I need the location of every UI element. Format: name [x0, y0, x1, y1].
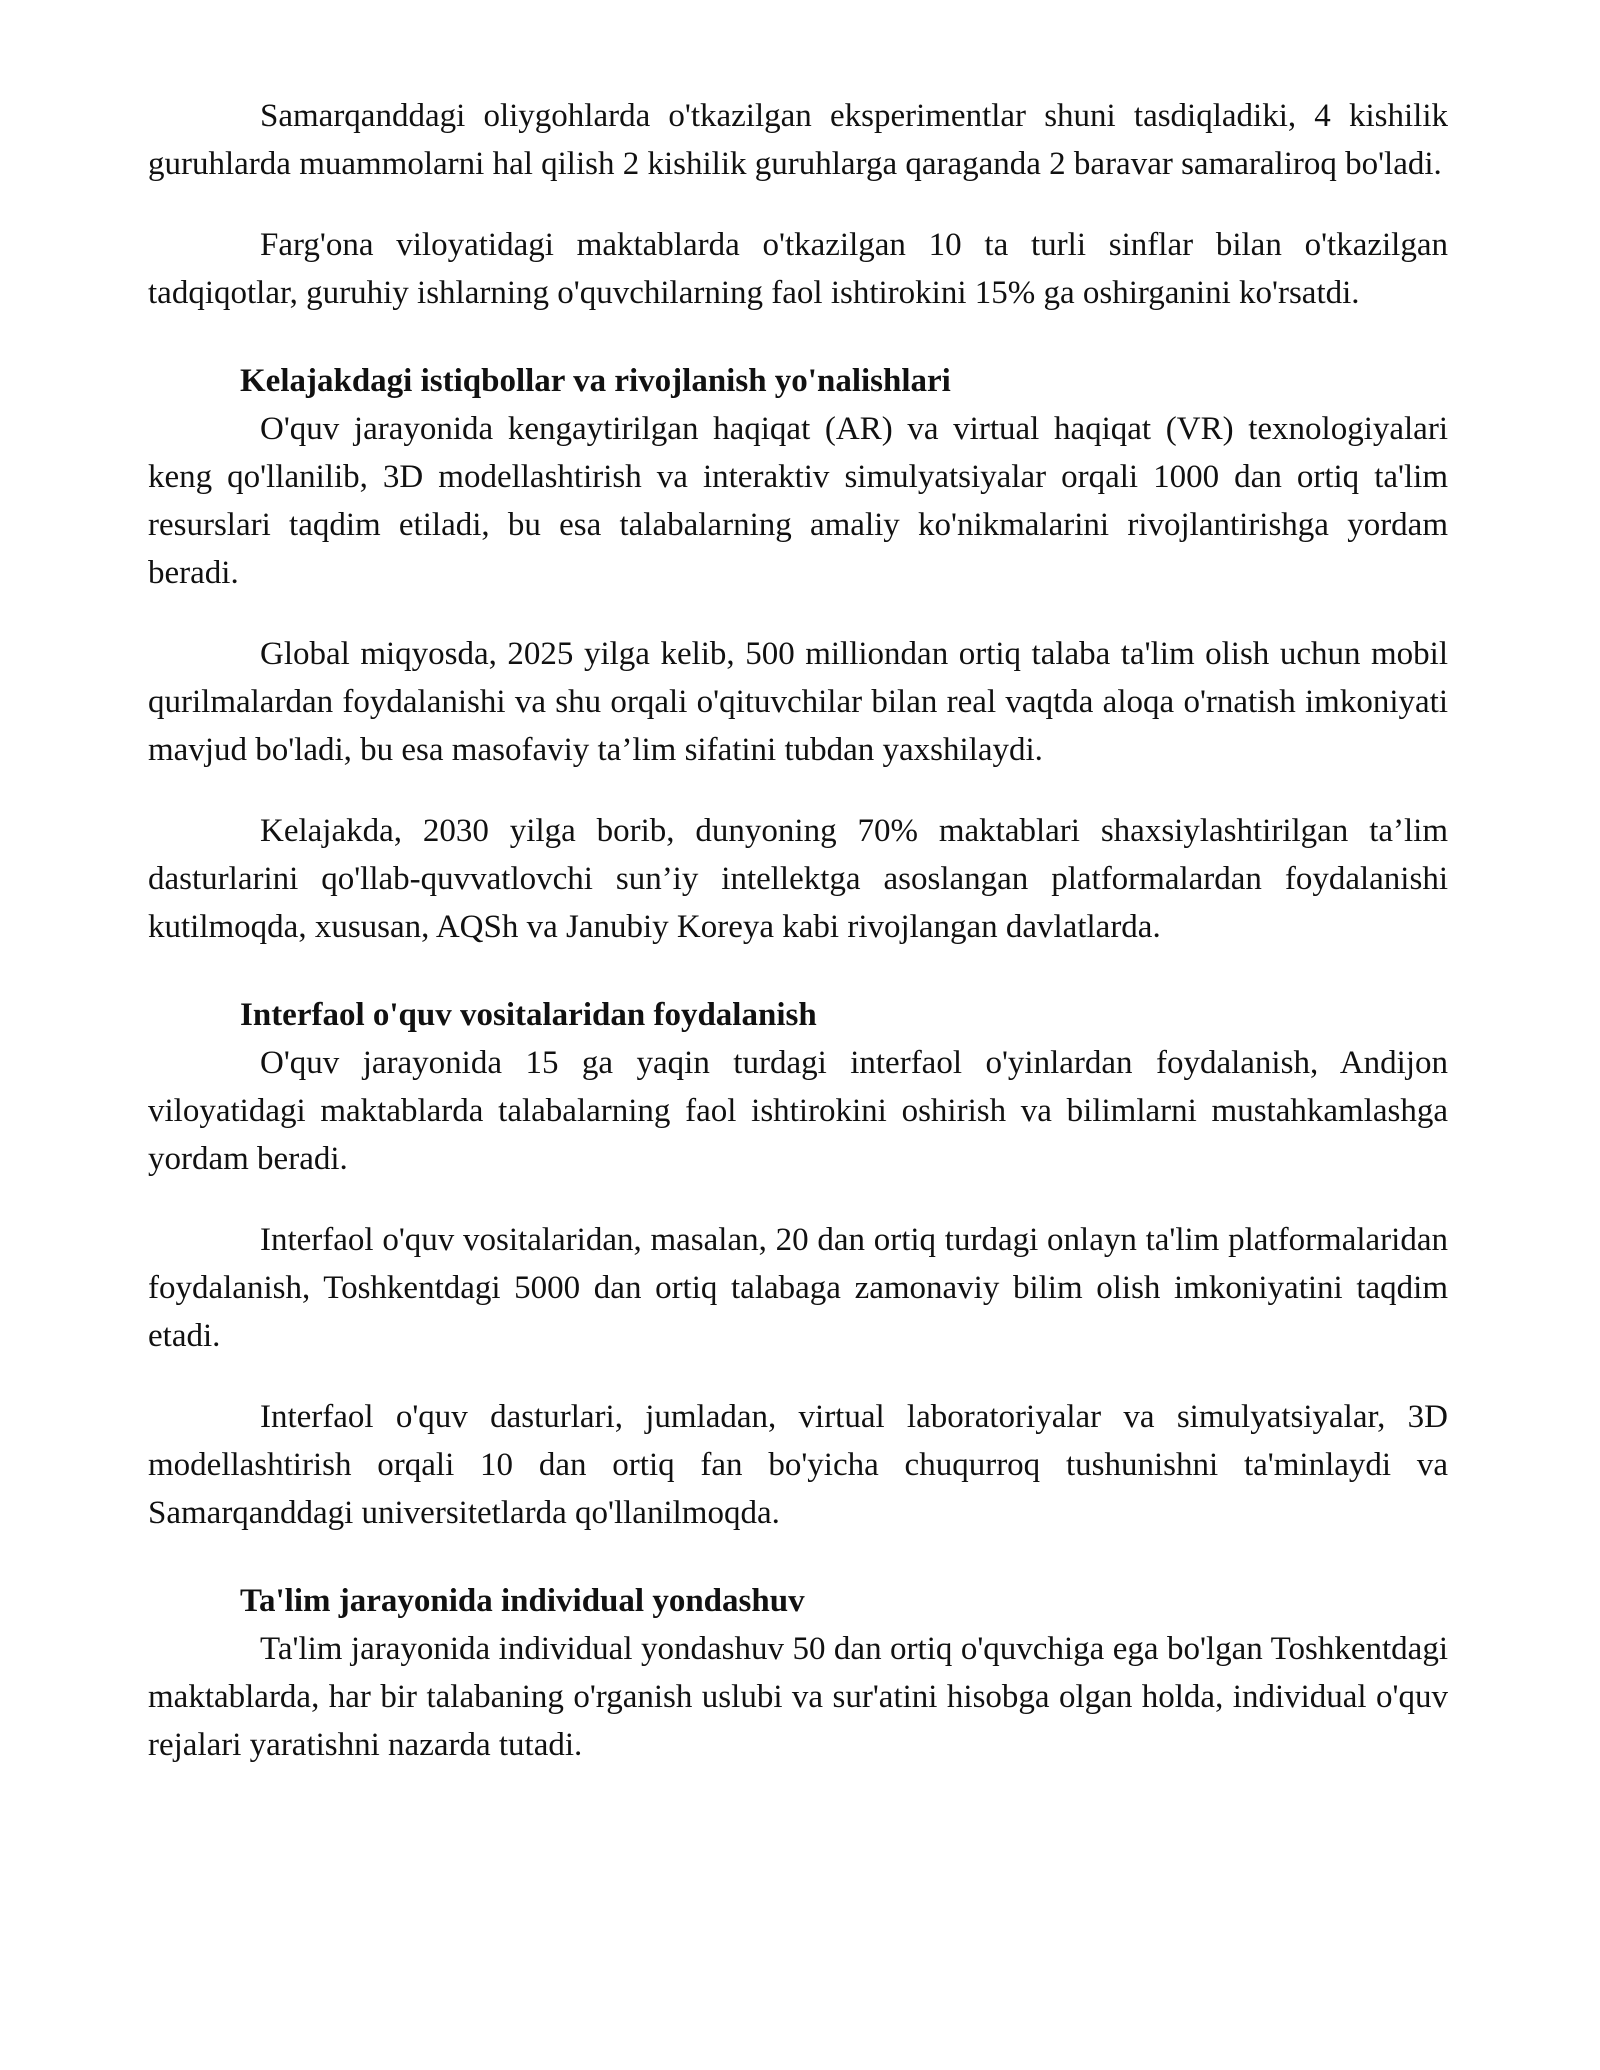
- section-heading: Ta'lim jarayonida individual yondashuv: [240, 1583, 805, 1619]
- section-heading: Interfaol o'quv vositalaridan foydalanish: [240, 997, 817, 1033]
- paragraph: Interfaol o'quv vositalaridan, masalan, 20 dan ortiq turdagi onlayn ta'lim platformalaridan foydalanish, Toshkentdagi 5000 dan ortiq talabaga zamonaviy bilim olish imkoniyatini taqdim etadi.: [148, 1222, 1448, 1354]
- paragraph: Interfaol o'quv dasturlari, jumladan, virtual laboratoriyalar va simulyatsiyalar, 3D modellashtirish orqali 10 dan ortiq fan bo'yicha chuqurroq tushunishni ta'minlaydi va Samarqanddagi universitetlarda qo'llanilmoqda.: [148, 1399, 1448, 1531]
- paragraph: Kelajakda, 2030 yilga borib, dunyoning 70% maktablari shaxsiylashtirilgan ta’lim dasturlarini qo'llab-quvvatlovchi sun’iy intellektga asoslangan platformalardan foydalanishi kutilmoqda, xususan, AQSh va Janubiy Koreya kabi rivojlangan davlatlarda.: [148, 813, 1448, 945]
- paragraph: Global miqyosda, 2025 yilga kelib, 500 milliondan ortiq talaba ta'lim olish uchun mobil qurilmalardan foydalanishi va shu orqali o'qituvchilar bilan real vaqtda aloqa o'rnatish imkoniyati mavjud bo'ladi, bu esa masofaviy ta’lim sifatini tubdan yaxshilaydi.: [148, 636, 1448, 768]
- section-heading: Kelajakdagi istiqbollar va rivojlanish yo'nalishlari: [240, 363, 951, 399]
- paragraph: Farg'ona viloyatidagi maktablarda o'tkazilgan 10 ta turli sinflar bilan o'tkazilgan tadqiqotlar, guruhiy ishlarning o'quvchilarning faol ishtirokini 15% ga oshirganini ko'rsatdi.: [148, 227, 1448, 311]
- paragraph: Ta'lim jarayonida individual yondashuv 50 dan ortiq o'quvchiga ega bo'lgan Toshkentdagi maktablarda, har bir talabaning o'rganish uslubi va sur'atini hisobga olgan holda, individual o'quv rejalari yaratishni nazarda tutadi.: [148, 1631, 1448, 1763]
- paragraph: O'quv jarayonida 15 ga yaqin turdagi interfaol o'yinlardan foydalanish, Andijon viloyatidagi maktablarda talabalarning faol ishtirokini oshirish va bilimlarni mustahkamlashga yordam beradi.: [148, 1045, 1448, 1177]
- paragraph: O'quv jarayonida kengaytirilgan haqiqat (AR) va virtual haqiqat (VR) texnologiyalari keng qo'llanilib, 3D modellashtirish va interaktiv simulyatsiyalar orqali 1000 dan ortiq ta'lim resurslari taqdim etiladi, bu esa talabalarning amaliy ko'nikmalarini rivojlantirishga yordam beradi.: [148, 411, 1448, 591]
- paragraph: Samarqanddagi oliygohlarda o'tkazilgan eksperimentlar shuni tasdiqladiki, 4 kishilik guruhlarda muammolarni hal qilish 2 kishilik guruhlarga qaraganda 2 baravar samaraliroq bo'ladi.: [148, 98, 1448, 182]
- document-body: [148, 92, 1448, 1769]
